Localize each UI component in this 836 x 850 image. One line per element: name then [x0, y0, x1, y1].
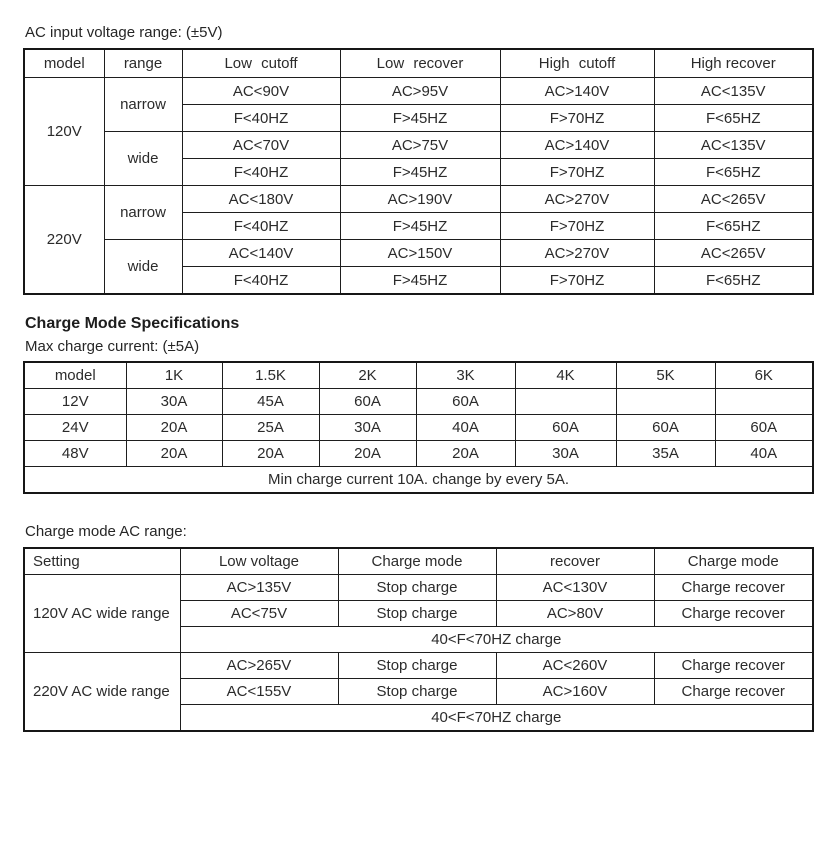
- value-cell: F<40HZ: [182, 267, 340, 295]
- model-cell: 12V: [24, 389, 126, 415]
- value-cell: F>70HZ: [500, 159, 654, 186]
- table-row: [24, 186, 813, 213]
- value-cell: 45A: [222, 389, 319, 415]
- value-cell: AC<90V: [182, 78, 340, 105]
- ac-input-voltage-table: [23, 48, 814, 295]
- value-cell: F>70HZ: [500, 267, 654, 295]
- value-cell: AC<265V: [654, 186, 813, 213]
- value-cell: 20A: [319, 441, 416, 467]
- value-cell: AC<75V: [180, 601, 338, 627]
- value-cell: 30A: [319, 415, 416, 441]
- col-header-6k: 6K: [715, 362, 813, 389]
- value-cell: AC>75V: [340, 132, 500, 159]
- value-cell: F<65HZ: [654, 105, 813, 132]
- setting-cell: 220V AC wide range: [24, 653, 180, 732]
- table-header-row: [24, 362, 813, 389]
- value-cell: AC<260V: [496, 653, 654, 679]
- value-cell: 60A: [319, 389, 416, 415]
- col-header-high-cutoff: High cutoff: [500, 49, 654, 78]
- charge-mode-ac-range-table: [23, 547, 814, 732]
- table-row: [24, 653, 813, 679]
- value-cell: F<40HZ: [182, 159, 340, 186]
- model-cell: 120V: [24, 78, 104, 186]
- value-cell-empty: [616, 389, 715, 415]
- table-header-row: [24, 548, 813, 575]
- value-cell: AC<130V: [496, 575, 654, 601]
- value-cell: Stop charge: [338, 679, 496, 705]
- col-header-high-recover: High recover: [654, 49, 813, 78]
- value-cell: AC>135V: [180, 575, 338, 601]
- value-cell: AC>190V: [340, 186, 500, 213]
- value-cell: Stop charge: [338, 601, 496, 627]
- value-cell: F>70HZ: [500, 213, 654, 240]
- value-cell: 20A: [222, 441, 319, 467]
- value-cell: AC<135V: [654, 132, 813, 159]
- value-cell: F<40HZ: [182, 213, 340, 240]
- range-cell: wide: [104, 240, 182, 295]
- value-cell: F>45HZ: [340, 105, 500, 132]
- value-cell-empty: [715, 389, 813, 415]
- value-cell: 20A: [416, 441, 515, 467]
- table-footnote: Min charge current 10A. change by every 5A.: [24, 467, 813, 494]
- charge-mode-specifications-heading: Charge Mode Specifications: [25, 315, 240, 332]
- table-row: [24, 389, 813, 415]
- value-cell-empty: [515, 389, 616, 415]
- max-charge-current-table: [23, 361, 814, 494]
- setting-cell: 120V AC wide range: [24, 575, 180, 653]
- value-cell: AC<265V: [654, 240, 813, 267]
- col-header-recover: recover: [496, 548, 654, 575]
- col-header-charge-mode: Charge mode: [338, 548, 496, 575]
- value-cell: AC>265V: [180, 653, 338, 679]
- range-cell: narrow: [104, 78, 182, 132]
- value-cell: Charge recover: [654, 679, 813, 705]
- table-header-row: [24, 49, 813, 78]
- value-cell: F>45HZ: [340, 213, 500, 240]
- value-cell: AC<140V: [182, 240, 340, 267]
- value-cell: AC>150V: [340, 240, 500, 267]
- value-cell: F<65HZ: [654, 267, 813, 295]
- max-charge-current-subtitle: Max charge current: (±5A): [25, 338, 200, 355]
- value-cell: 60A: [416, 389, 515, 415]
- range-cell: wide: [104, 132, 182, 186]
- value-cell: 40A: [416, 415, 515, 441]
- col-header-low-cutoff: Low cutoff: [182, 49, 340, 78]
- value-cell: AC>160V: [496, 679, 654, 705]
- value-cell: AC>140V: [500, 132, 654, 159]
- col-header-low-recover: Low recover: [340, 49, 500, 78]
- value-cell: F>70HZ: [500, 105, 654, 132]
- model-cell: 24V: [24, 415, 126, 441]
- value-cell: 35A: [616, 441, 715, 467]
- col-header-5k: 5K: [616, 362, 715, 389]
- value-cell: AC<180V: [182, 186, 340, 213]
- table-footer-row: [24, 467, 813, 494]
- value-cell: Charge recover: [654, 601, 813, 627]
- value-cell: F<65HZ: [654, 213, 813, 240]
- table-row: [24, 575, 813, 601]
- model-cell: 48V: [24, 441, 126, 467]
- value-cell: Charge recover: [654, 575, 813, 601]
- col-header-3k: 3K: [416, 362, 515, 389]
- ac-input-voltage-title: AC input voltage range: (±5V): [25, 24, 223, 41]
- col-header-range: range: [104, 49, 182, 78]
- value-cell: AC<155V: [180, 679, 338, 705]
- value-cell: AC>270V: [500, 240, 654, 267]
- value-cell: AC<70V: [182, 132, 340, 159]
- col-header-model: model: [24, 49, 104, 78]
- value-cell: F>45HZ: [340, 159, 500, 186]
- value-cell: 40A: [715, 441, 813, 467]
- value-cell: Stop charge: [338, 653, 496, 679]
- value-cell: AC>270V: [500, 186, 654, 213]
- value-cell: 30A: [126, 389, 222, 415]
- value-cell: F<40HZ: [182, 105, 340, 132]
- table-row: [24, 132, 813, 159]
- value-cell: F<65HZ: [654, 159, 813, 186]
- col-header-1-5k: 1.5K: [222, 362, 319, 389]
- value-cell: AC>95V: [340, 78, 500, 105]
- col-header-charge-mode-2: Charge mode: [654, 548, 813, 575]
- value-cell: AC>140V: [500, 78, 654, 105]
- freq-note-cell: 40<F<70HZ charge: [180, 705, 813, 732]
- value-cell: 60A: [515, 415, 616, 441]
- col-header-1k: 1K: [126, 362, 222, 389]
- value-cell: 20A: [126, 441, 222, 467]
- col-header-setting: Setting: [24, 548, 180, 575]
- value-cell: 20A: [126, 415, 222, 441]
- table-row: [24, 240, 813, 267]
- col-header-model: model: [24, 362, 126, 389]
- model-cell: 220V: [24, 186, 104, 295]
- table-row: [24, 441, 813, 467]
- value-cell: Charge recover: [654, 653, 813, 679]
- value-cell: AC>80V: [496, 601, 654, 627]
- col-header-2k: 2K: [319, 362, 416, 389]
- value-cell: 25A: [222, 415, 319, 441]
- value-cell: AC<135V: [654, 78, 813, 105]
- value-cell: 60A: [715, 415, 813, 441]
- value-cell: 30A: [515, 441, 616, 467]
- table-row: [24, 415, 813, 441]
- value-cell: 60A: [616, 415, 715, 441]
- value-cell: F>45HZ: [340, 267, 500, 295]
- freq-note-cell: 40<F<70HZ charge: [180, 627, 813, 653]
- table-row: [24, 78, 813, 105]
- col-header-4k: 4K: [515, 362, 616, 389]
- col-header-low-voltage: Low voltage: [180, 548, 338, 575]
- value-cell: Stop charge: [338, 575, 496, 601]
- range-cell: narrow: [104, 186, 182, 240]
- charge-mode-ac-range-title: Charge mode AC range:: [25, 523, 187, 540]
